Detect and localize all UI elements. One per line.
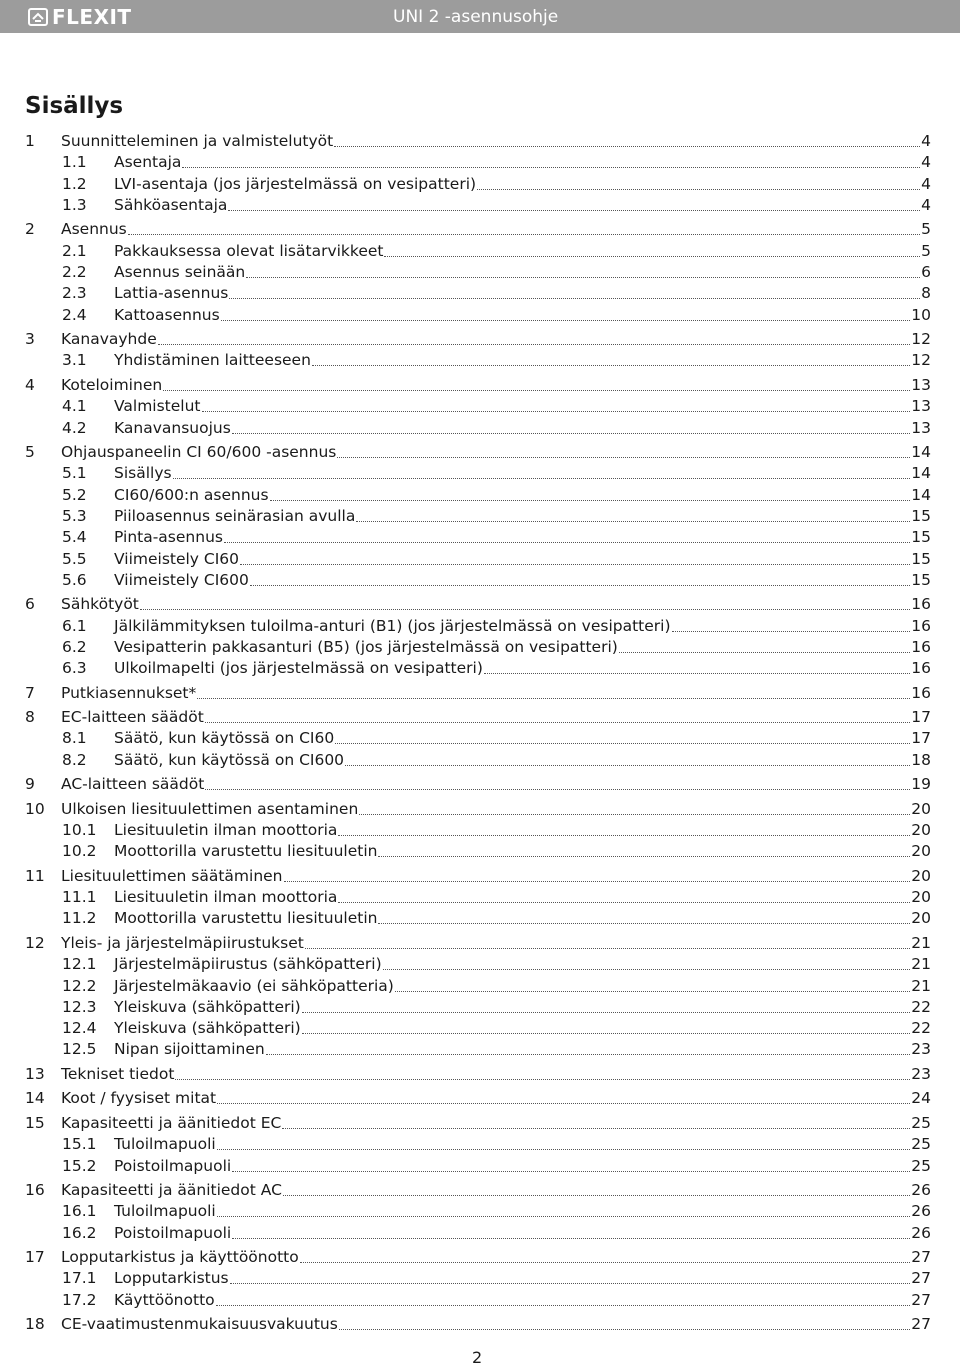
toc-subentry[interactable] [62,283,931,303]
toc-subentry[interactable] [62,1268,931,1288]
toc-entry-label: Liesituulettimen säätäminen [61,867,283,885]
toc-entry-label: Ohjauspaneelin CI 60/600 -asennus [61,443,337,461]
toc-entry-page: 13 [911,419,931,437]
toc-entry-number: 11.2 [62,909,97,927]
toc-subentry[interactable] [62,1223,931,1243]
toc-subentry[interactable] [62,976,931,996]
toc-entry-number: 1.3 [62,196,87,214]
toc-entry-label: Tuloilmapuoli [114,1202,216,1220]
toc-entry-number: 6.3 [62,659,87,677]
toc-entry-page: 25 [911,1157,931,1175]
toc-subentry[interactable] [62,195,931,215]
toc-entry-page: 4 [921,153,931,171]
toc-subentry[interactable] [62,305,931,325]
toc-entry-page: 20 [911,888,931,906]
toc-entry-number: 13 [25,1065,45,1083]
toc-entry-number: 12.5 [62,1040,97,1058]
toc-subentry[interactable] [62,616,931,636]
toc-entry-number: 12.4 [62,1019,97,1037]
toc-entry-number: 3 [25,330,35,348]
toc-entry-page: 14 [911,464,931,482]
toc-entry-number: 8.1 [62,729,87,747]
toc-entry-page: 15 [911,528,931,546]
toc-subentry[interactable] [62,750,931,770]
toc-entry-page: 8 [921,284,931,302]
dot-leader [284,881,911,882]
dot-leader [359,814,910,815]
toc-entry-label: Pakkauksessa olevat lisätarvikkeet [114,242,384,260]
toc-entry-page: 5 [921,220,931,238]
toc-entry[interactable] [25,707,931,727]
toc-entry[interactable] [25,1088,931,1108]
toc-subentry[interactable] [62,463,931,483]
dot-leader [302,1033,911,1034]
page-header [0,0,960,33]
toc-entry-number: 5.5 [62,550,87,568]
toc-entry-label: LVI-asentaja (jos järjestelmässä on vesipatteri) [114,175,477,193]
toc-entry-page: 21 [911,955,931,973]
toc-entry-page: 27 [911,1248,931,1266]
toc-subentry[interactable] [62,527,931,547]
toc-entry-label: Koot / fyysiset mitat [61,1089,217,1107]
toc-entry-label: Tekniset tiedot [61,1065,175,1083]
toc-entry[interactable] [25,219,931,239]
toc-subentry[interactable] [62,658,931,678]
toc-entry-page: 13 [911,397,931,415]
dot-leader [140,609,910,610]
toc-entry-page: 16 [911,638,931,656]
toc-entry-number: 15.1 [62,1135,97,1153]
toc-subentry[interactable] [62,728,931,748]
toc-entry-label: Piiloasennus seinärasian avulla [114,507,356,525]
toc-entry-label: Asennus [61,220,127,238]
toc-entry[interactable] [25,442,931,462]
toc-entry-label: Nipan sijoittaminen [114,1040,265,1058]
dot-leader [163,390,910,391]
toc-entry[interactable] [25,1113,931,1133]
toc-subentry[interactable] [62,549,931,569]
toc-entry-number: 1.2 [62,175,87,193]
dot-leader [197,698,910,699]
toc-entry-number: 2 [25,220,35,238]
toc-entry-label: Viimeistely CI600 [114,571,249,589]
toc-subentry[interactable] [62,1018,931,1038]
toc-entry-label: Moottorilla varustettu liesituuletin [114,909,378,927]
toc-entry-label: AC-laitteen säädöt [61,775,205,793]
toc-entry-number: 5 [25,443,35,461]
toc-subentry[interactable] [62,1134,931,1154]
toc-entry-label: Lopputarkistus ja käyttöönotto [61,1248,299,1266]
dot-leader [383,969,911,970]
toc-entry-label: Yleiskuva (sähköpatteri) [114,1019,301,1037]
toc-entry-number: 8.2 [62,751,87,769]
dot-leader [175,1079,910,1080]
toc-entry-label: Liesituuletin ilman moottoria [114,888,338,906]
toc-entry-label: Kapasiteetti ja äänitiedot EC [61,1114,282,1132]
toc-entry-number: 5.6 [62,571,87,589]
flexit-logo-icon [28,8,48,26]
dot-leader [300,1262,911,1263]
toc-entry-label: Tuloilmapuoli [114,1135,216,1153]
dot-leader [384,256,920,257]
dot-leader [302,1012,911,1013]
toc-subentry[interactable] [62,1039,931,1059]
dot-leader [240,564,910,565]
toc-entry-page: 4 [921,132,931,150]
toc-entry-number: 17.2 [62,1291,97,1309]
dot-leader [230,1283,911,1284]
toc-entry-page: 22 [911,998,931,1016]
dot-leader [217,1216,911,1217]
toc-entry-number: 1 [25,132,35,150]
toc-entry-label: Pinta-asennus [114,528,223,546]
toc-entry-page: 20 [911,842,931,860]
toc-entry-label: Putkiasennukset* [61,684,197,702]
toc-entry-label: Koteloiminen [61,376,163,394]
dot-leader [224,542,910,543]
toc-entry-page: 12 [911,330,931,348]
toc-entry-label: CI60/600:n asennus [114,486,269,504]
toc-entry-number: 3.1 [62,351,87,369]
toc-entry-label: CE-vaatimustenmukaisuusvakuutus [61,1315,338,1333]
dot-leader [232,1238,910,1239]
toc-entry-page: 14 [911,443,931,461]
toc-entry-label: Käyttöönotto [114,1291,215,1309]
document-title: UNI 2 -asennusohje [393,7,559,27]
dot-leader [484,673,910,674]
toc-entry-number: 4.2 [62,419,87,437]
dot-leader [282,1128,910,1129]
toc-entry-page: 15 [911,571,931,589]
toc-entry[interactable] [25,131,931,151]
dot-leader [338,835,910,836]
toc-entry[interactable] [25,774,931,794]
toc-entry-page: 14 [911,486,931,504]
toc-entry-number: 10.1 [62,821,97,839]
toc-subentry[interactable] [62,350,931,370]
toc-entry-page: 26 [911,1181,931,1199]
dot-leader [672,631,911,632]
dot-leader [270,500,911,501]
dot-leader [335,743,910,744]
toc-entry-page: 5 [921,242,931,260]
toc-entry-number: 15 [25,1114,45,1132]
dot-leader [217,1103,910,1104]
toc-entry-label: Liesituuletin ilman moottoria [114,821,338,839]
toc-entry-number: 12.2 [62,977,97,995]
toc-entry-page: 27 [911,1291,931,1309]
toc-entry-page: 18 [911,751,931,769]
brand-name: FLEXIT [52,4,132,29]
toc-subentry[interactable] [62,1156,931,1176]
toc-entry[interactable] [25,1247,931,1267]
dot-leader [283,1195,910,1196]
toc-entry[interactable] [25,866,931,886]
toc-entry-number: 17 [25,1248,45,1266]
toc-entry-page: 15 [911,550,931,568]
toc-subentry[interactable] [62,174,931,194]
toc-entry-label: Valmistelut [114,397,201,415]
toc-entry-page: 10 [911,306,931,324]
toc-entry-page: 26 [911,1224,931,1242]
toc-entry[interactable] [25,1180,931,1200]
toc-entry-label: Sisällys [114,464,172,482]
toc-subentry[interactable] [62,418,931,438]
toc-entry-number: 5.4 [62,528,87,546]
dot-leader [266,1054,911,1055]
toc-entry-number: 6 [25,595,35,613]
toc-subentry[interactable] [62,506,931,526]
dot-leader [345,765,910,766]
toc-entry-page: 20 [911,821,931,839]
toc-entry-label: Viimeistely CI60 [114,550,240,568]
toc-entry[interactable] [25,594,931,614]
toc-entry-page: 20 [911,909,931,927]
toc-entry-label: Jälkilämmityksen tuloilma-anturi (B1) (jos järjestelmässä on vesipatteri) [114,617,671,635]
toc-entry[interactable] [25,329,931,349]
dot-leader [378,856,910,857]
dot-leader [228,210,920,211]
toc-entry-label: Järjestelmäpiirustus (sähköpatteri) [114,955,382,973]
toc-entry-number: 6.1 [62,617,87,635]
toc-entry-number: 16.2 [62,1224,97,1242]
dot-leader [312,365,910,366]
toc-subentry[interactable] [62,997,931,1017]
toc-entry-page: 20 [911,800,931,818]
toc-entry-number: 2.4 [62,306,87,324]
toc-entry[interactable] [25,683,931,703]
toc-subentry[interactable] [62,1290,931,1310]
toc-entry-page: 16 [911,595,931,613]
dot-leader [337,457,910,458]
toc-entry-number: 9 [25,775,35,793]
toc-entry-number: 5.2 [62,486,87,504]
toc-entry-label: Kanavayhde [61,330,157,348]
toc-entry-number: 10 [25,800,45,818]
toc-entry-page: 13 [911,376,931,394]
toc-entry-number: 10.2 [62,842,97,860]
toc-entry-page: 17 [911,708,931,726]
toc-entry-page: 23 [911,1040,931,1058]
dot-leader [205,722,910,723]
toc-entry-label: EC-laitteen säädöt [61,708,204,726]
dot-leader [246,277,920,278]
brand-logo [28,5,132,28]
toc-subentry[interactable] [62,908,931,928]
toc-entry-label: Kanavansuojus [114,419,231,437]
toc-subentry[interactable] [62,485,931,505]
toc-subentry[interactable] [62,570,931,590]
dot-leader [619,652,910,653]
toc-subentry[interactable] [62,637,931,657]
toc-entry-page: 27 [911,1269,931,1287]
toc-entry-page: 4 [921,175,931,193]
toc-entry-page: 23 [911,1065,931,1083]
toc-entry-label: Lopputarkistus [114,1269,229,1287]
toc-subentry[interactable] [62,887,931,907]
toc-entry-label: Ulkoilmapelti (jos järjestelmässä on vesipatteri) [114,659,483,677]
toc-entry-label: Asennus seinään [114,263,246,281]
dot-leader [232,433,910,434]
toc-entry-number: 18 [25,1315,45,1333]
page-number: 2 [472,1348,483,1367]
toc-entry-number: 2.1 [62,242,87,260]
toc-entry-page: 16 [911,617,931,635]
toc-entry-number: 15.2 [62,1157,97,1175]
toc-entry-page: 22 [911,1019,931,1037]
toc-entry-page: 19 [911,775,931,793]
dot-leader [205,789,910,790]
toc-entry-number: 14 [25,1089,45,1107]
dot-leader [158,344,911,345]
toc-entry-page: 20 [911,867,931,885]
toc-entry-page: 17 [911,729,931,747]
dot-leader [182,167,920,168]
toc-entry[interactable] [25,375,931,395]
dot-leader [305,948,910,949]
toc-subentry[interactable] [62,262,931,282]
toc-entry-label: Järjestelmäkaavio (ei sähköpatteria) [114,977,394,995]
toc-entry-page: 25 [911,1114,931,1132]
toc-subentry[interactable] [62,241,931,261]
toc-subentry[interactable] [62,841,931,861]
dot-leader [356,521,910,522]
toc-entry-number: 1.1 [62,153,87,171]
toc-entry-label: Yhdistäminen laitteeseen [114,351,311,369]
toc-entry-label: Kapasiteetti ja äänitiedot AC [61,1181,282,1199]
dot-leader [477,189,920,190]
toc-entry[interactable] [25,933,931,953]
toc-entry-number: 2.2 [62,263,87,281]
toc-entry-label: Suunnitteleminen ja valmistelutyöt [61,132,334,150]
toc-entry-number: 11.1 [62,888,97,906]
toc-entry-number: 8 [25,708,35,726]
toc-entry-number: 16 [25,1181,45,1199]
dot-leader [128,234,920,235]
dot-leader [334,146,920,147]
toc-entry-label: Yleiskuva (sähköpatteri) [114,998,301,1016]
toc-entry-page: 16 [911,659,931,677]
dot-leader [202,411,911,412]
toc-entry-label: Poistoilmapuoli [114,1157,232,1175]
toc-entry-number: 12.1 [62,955,97,973]
dot-leader [232,1171,910,1172]
toc-entry-number: 7 [25,684,35,702]
toc-entry-page: 4 [921,196,931,214]
toc-entry-number: 5.3 [62,507,87,525]
toc-entry-number: 17.1 [62,1269,97,1287]
toc-subentry[interactable] [62,396,931,416]
toc-entry-page: 15 [911,507,931,525]
toc-entry[interactable] [25,1064,931,1084]
dot-leader [338,902,910,903]
toc-entry-page: 21 [911,977,931,995]
toc-entry-page: 16 [911,684,931,702]
toc-entry-label: Moottorilla varustettu liesituuletin [114,842,378,860]
toc-entry-label: Sähköasentaja [114,196,228,214]
toc-entry-number: 4.1 [62,397,87,415]
toc-entry-page: 24 [911,1089,931,1107]
toc-entry[interactable] [25,1314,931,1334]
toc-subentry[interactable] [62,954,931,974]
dot-leader [229,298,920,299]
toc-entry-number: 5.1 [62,464,87,482]
toc-entry-page: 27 [911,1315,931,1333]
dot-leader [395,991,910,992]
toc-entry-label: Yleis- ja järjestelmäpiirustukset [61,934,304,952]
dot-leader [217,1149,911,1150]
toc-entry-number: 12 [25,934,45,952]
dot-leader [378,923,910,924]
toc-entry-label: Asentaja [114,153,182,171]
toc-entry-page: 12 [911,351,931,369]
toc-entry-label: Säätö, kun käytössä on CI600 [114,751,345,769]
toc-subentry[interactable] [62,820,931,840]
toc-entry-page: 26 [911,1202,931,1220]
toc-entry-number: 12.3 [62,998,97,1016]
toc-entry-page: 21 [911,934,931,952]
toc-entry-label: Ulkoisen liesituulettimen asentaminen [61,800,359,818]
toc-entry-page: 25 [911,1135,931,1153]
toc-entry-label: Vesipatterin pakkasanturi (B5) (jos järjestelmässä on vesipatteri) [114,638,618,656]
dot-leader [221,320,911,321]
toc-subentry[interactable] [62,152,931,172]
toc-subentry[interactable] [62,1201,931,1221]
toc-entry[interactable] [25,799,931,819]
toc-entry-number: 11 [25,867,45,885]
toc-entry-label: Poistoilmapuoli [114,1224,232,1242]
toc-entry-label: Sähkötyöt [61,595,139,613]
toc-entry-number: 2.3 [62,284,87,302]
toc-entry-number: 4 [25,376,35,394]
toc-entry-number: 16.1 [62,1202,97,1220]
toc-heading: Sisällys [25,93,124,119]
toc-entry-label: Lattia-asennus [114,284,229,302]
dot-leader [173,478,911,479]
toc-entry-label: Kattoasennus [114,306,220,324]
toc-entry-label: Säätö, kun käytössä on CI60 [114,729,335,747]
dot-leader [339,1329,910,1330]
toc-entry-number: 6.2 [62,638,87,656]
dot-leader [216,1305,911,1306]
dot-leader [250,585,910,586]
toc-entry-page: 6 [921,263,931,281]
